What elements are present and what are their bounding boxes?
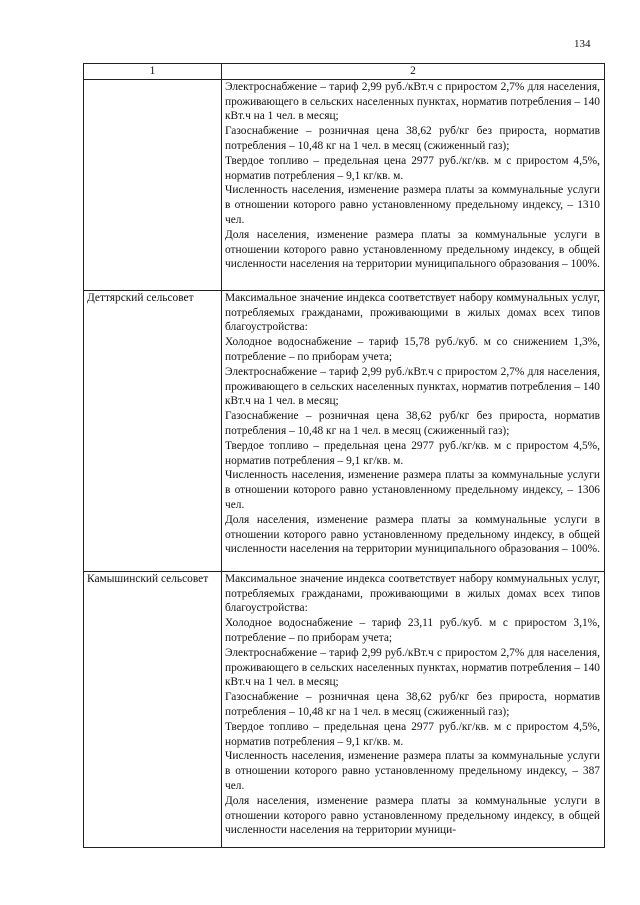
content-cell [222,79,605,290]
paragraph-gas: Газоснабжение – розничная цена 38,62 руб/кг без прироста, норматив потребления – 10,48 кг на 1 чел. в месяц (сжиженный газ); [225,125,600,152]
paragraph-solid-fuel: Твердое топливо – предельная цена 2977 руб./кг/кв. м с приростом 4,5%, норматив потребления – 9,1 кг/кв. м. [225,154,600,182]
page-number: 134 [574,38,591,50]
paragraph-solid-fuel: Твердое топливо – предельная цена 2977 руб./кг/кв. м с приростом 4,5%, норматив потребления – 9,1 кг/кв. м. [225,439,600,467]
paragraph-population-share: Доля населения, изменение размера платы за коммунальные услуги в отношении которого равно установленному предельному индексу, в общей численности населения на территории муниципального образования – 100%. [225,513,601,556]
content-cell [222,290,605,571]
column-header-1: 1 [84,64,222,80]
table-header-row [84,64,605,80]
paragraph-population: Численность населения, изменение размера платы за коммунальные услуги в отношении которого равно установленному предельному индексу, – 1310 чел. [225,184,600,226]
paragraph-population: Численность населения, изменение размера платы за коммунальные услуги в отношении которого равно установленному предельному индексу, – 1306 чел. [225,469,600,511]
paragraph-gas: Газоснабжение – розничная цена 38,62 руб/кг без прироста, норматив потребления – 10,48 кг на 1 чел. в месяц (сжиженный газ); [225,410,600,437]
paragraph-max-index: Максимальное значение индекса соответствует набору коммунальных услуг, потребляемых гражданами, проживающими в жилых домах всех типов благоустройства: [225,291,600,334]
paragraph-gas: Газоснабжение – розничная цена 38,62 руб/кг без прироста, норматив потребления – 10,48 кг на 1 чел. в месяц (сжиженный газ); [225,691,600,718]
paragraph-electricity: Электроснабжение – тариф 2,99 руб./кВт.ч с приростом 2,7% для населения, проживающего в сельских населенных пунктах, норматив потребления – 140 кВт.ч на 1 чел. в месяц; [225,365,600,408]
paragraph-max-index: Максимальное значение индекса соответствует набору коммунальных услуг, потребляемых гражданами, проживающими в жилых домах всех типов благоустройства: [225,572,600,615]
paragraph-population-share: Доля населения, изменение размера платы за коммунальные услуги в отношении которого равно установленному предельному индексу, в общей численности населения на территории муници- [225,794,600,837]
table-row [84,79,605,290]
column-header-2: 2 [222,64,605,80]
paragraph-cold-water: Холодное водоснабжение – тариф 23,11 руб./куб. м с приростом 3,1%, потребление – по приборам учета; [225,617,600,644]
region-cell: Камышинский сельсовет [84,571,222,847]
region-cell [84,79,222,290]
paragraph-solid-fuel: Твердое топливо – предельная цена 2977 руб./кг/кв. м с приростом 4,5%, норматив потребления – 9,1 кг/кв. м. [225,720,600,748]
table-row [84,571,605,847]
paragraph-population-share: Доля населения, изменение размера платы за коммунальные услуги в отношении которого равно установленному предельному индексу, в общей численности населения на территории муниципального образования – 100%. [225,228,601,271]
paragraph-cold-water: Холодное водоснабжение – тариф 15,78 руб./куб. м со снижением 1,3%, потребление – по приборам учета; [225,336,600,363]
paragraph-population: Численность населения, изменение размера платы за коммунальные услуги в отношении которого равно установленному предельному индексу, – 387 чел. [225,750,600,792]
paragraph-electricity: Электроснабжение – тариф 2,99 руб./кВт.ч с приростом 2,7% для населения, проживающего в сельских населенных пунктах, норматив потребления – 140 кВт.ч на 1 чел. в месяц; [225,646,600,689]
region-cell: Деттярский сельсовет [84,290,222,571]
paragraph-electricity: Электроснабжение – тариф 2,99 руб./кВт.ч с приростом 2,7% для населения, проживающего в сельских населенных пунктах, норматив потребления – 140 кВт.ч на 1 чел. в месяц; [225,80,600,123]
document-table [83,63,605,848]
table-row [84,290,605,571]
content-cell [222,571,605,847]
